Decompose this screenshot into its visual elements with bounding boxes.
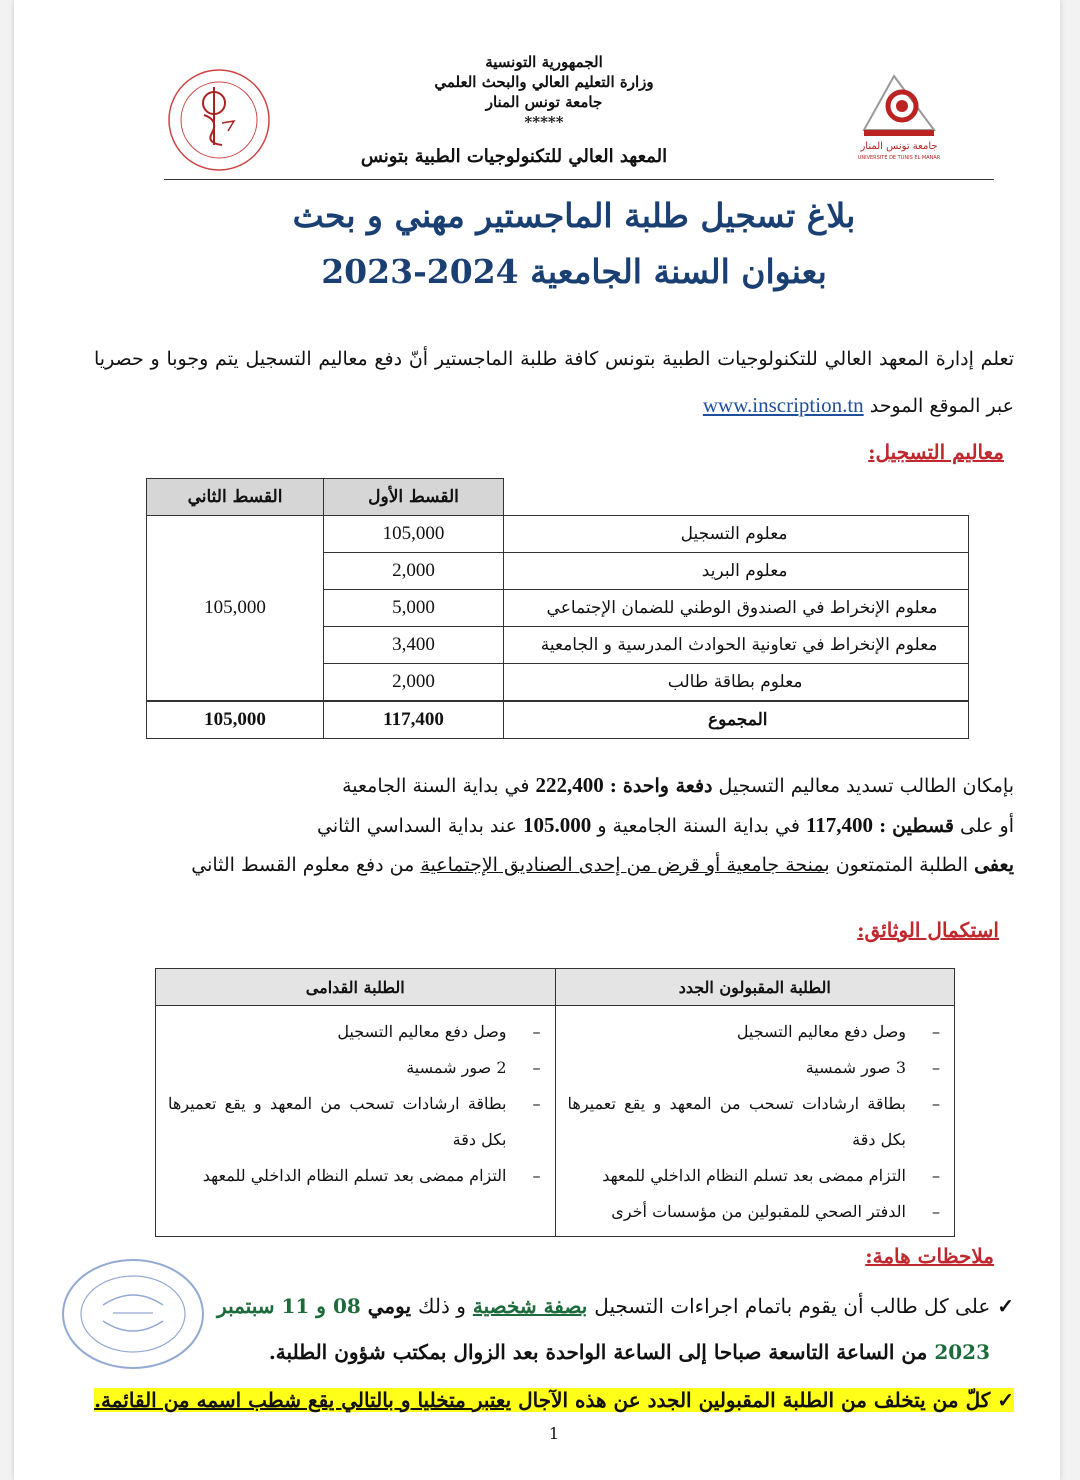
ministry-text: وزارة التعليم العالي والبحث العلمي [434, 73, 654, 91]
second-installment-value: 105,000 [147, 516, 324, 702]
notes-block [94, 1283, 1014, 1423]
fee-label: معلوم الإنخراط في تعاونية الحوادث المدرسية و الجامعية [504, 627, 969, 664]
list-item: – وصل دفع معاليم التسجيل [568, 1014, 943, 1050]
fee-value: 2,000 [324, 664, 504, 702]
total-first: 117,400 [324, 701, 504, 739]
old-students-list [156, 1006, 556, 1237]
check-icon: ✓ [997, 1388, 1014, 1412]
intro-paragraph [94, 336, 1014, 429]
fee-value: 5,000 [324, 590, 504, 627]
fee-label: معلوم التسجيل [504, 516, 969, 553]
fees-table [146, 478, 969, 739]
payment-line-installments: أو على قسطين : 117,400 في بداية السنة الجامعية و 105.000 عند بداية السداسي الثاني [317, 813, 1014, 837]
republic-text: الجمهورية التونسية [485, 53, 603, 71]
fees-heading: معاليم التسجيل: [868, 440, 1004, 464]
header-divider [164, 179, 994, 180]
documents-table [155, 968, 955, 1237]
fee-value: 3,400 [324, 627, 504, 664]
payment-line-exemption: يعفى الطلبة المتمتعون بمنحة جامعية أو قرض من إحدى الصناديق الإجتماعية من دفع معلوم القسط الثاني [191, 854, 1014, 876]
highlighted-warning: ✓ كلّ من يتخلف من الطلبة المقبولين الجدد عن هذه الآجال يعتبر متخليا و بالتالي يقع شطب اسمه من القائمة. [94, 1388, 1014, 1412]
document-page [14, 0, 1060, 1480]
table-row [147, 516, 969, 553]
university-logo [854, 66, 944, 162]
payment-line-single: بإمكان الطالب تسديد معاليم التسجيل دفعة واحدة : 222,400 في بداية السنة الجامعية [342, 773, 1014, 797]
fee-label: معلوم الإنخراط في الصندوق الوطني للضمان الإجتماعي [504, 590, 969, 627]
total-second: 105,000 [147, 701, 324, 739]
list-item: – الدفتر الصحي للمقبولين من مؤسسات أخرى [568, 1194, 943, 1230]
list-item: – التزام ممضى بعد تسلم النظام الداخلي للمعهد [568, 1158, 943, 1194]
total-label: المجموع [504, 701, 969, 739]
total-row [147, 701, 969, 739]
svg-text:UNIVERSITÉ DE TUNIS EL MANAR: UNIVERSITÉ DE TUNIS EL MANAR [857, 155, 941, 161]
university-text: جامعة تونس المنار [485, 93, 603, 111]
inscription-link[interactable]: www.inscription.tn [702, 393, 864, 417]
list-item: – 2 صور شمسية [168, 1050, 543, 1086]
list-item: – 3 صور شمسية [568, 1050, 943, 1086]
institute-logo [164, 65, 274, 175]
note-item-2 [94, 1377, 1014, 1423]
col-first-installment: القسط الأول [324, 479, 504, 516]
notes-heading: ملاحظات هامة: [865, 1244, 994, 1268]
announcement-title: بلاغ تسجيل طلبة الماجستير مهني و بحث [292, 196, 856, 235]
documents-heading: استكمال الوثائق: [857, 918, 999, 942]
note-item-1-cont: 2023 من الساعة التاسعة صباحا إلى الساعة الواحدة بعد الزوال بمكتب شؤون الطلبة. [268, 1340, 990, 1364]
col-new-students: الطلبة المقبولون الجدد [555, 969, 955, 1006]
institute-name: المعهد العالي للتكنولوجيات الطبية بتونس [360, 146, 668, 167]
fee-label: معلوم بطاقة طالب [504, 664, 969, 702]
fee-label: معلوم البريد [504, 553, 969, 590]
header-block [344, 52, 744, 132]
col-old-students: الطلبة القدامى [156, 969, 556, 1006]
list-item: – بطاقة ارشادات تسحب من المعهد و يقع تعميرها بكل دقة [168, 1086, 543, 1158]
fee-value: 105,000 [324, 516, 504, 553]
stars-separator: ***** [524, 113, 564, 131]
list-item: – بطاقة ارشادات تسحب من المعهد و يقع تعميرها بكل دقة [568, 1086, 943, 1158]
check-icon: ✓ [997, 1294, 1014, 1318]
fee-value: 2,000 [324, 553, 504, 590]
svg-text:جامعة تونس المنار: جامعة تونس المنار [860, 141, 938, 152]
intro-text: تعلم إدارة المعهد العالي للتكنولوجيات الطبية بتونس كافة طلبة الماجستير أنّ دفع معاليم التسجيل يتم وجوبا و حصريا عبر الموقع الموحد [94, 348, 1014, 417]
col-second-installment: القسط الثاني [147, 479, 324, 516]
announcement-subtitle: بعنوان السنة الجامعية 2024-2023 [321, 252, 827, 291]
list-item: – وصل دفع معاليم التسجيل [168, 1014, 543, 1050]
page-number: 1 [548, 1424, 560, 1443]
new-students-list [555, 1006, 955, 1237]
note-item-1: ✓ على كل طالب أن يقوم باتمام اجراءات التسجيل بصفة شخصية و ذلك يومي 08 و 11 سبتمبر [217, 1294, 1014, 1318]
payment-paragraph [134, 766, 1014, 885]
list-item: – التزام ممضى بعد تسلم النظام الداخلي للمعهد [168, 1158, 543, 1194]
